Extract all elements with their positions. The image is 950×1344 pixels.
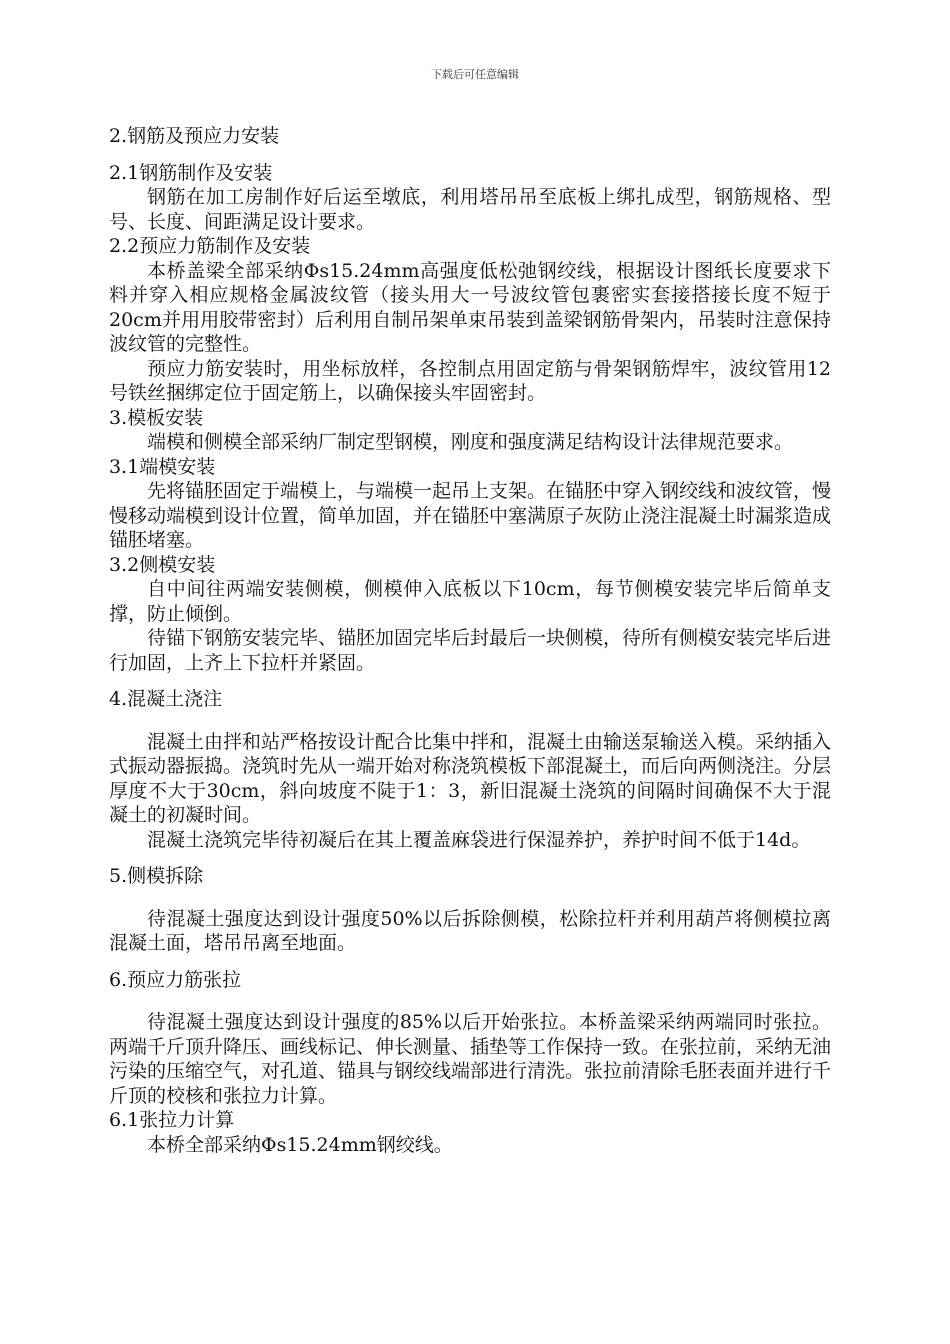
paragraph: 混凝土浇筑完毕待初凝后在其上覆盖麻袋进行保湿养护，养护时间不低于14d。: [147, 828, 811, 851]
paragraph: 待锚下钢筋安装完毕、锚胚加固完毕后封最后一块侧模，待所有侧模安装完毕后进行加固，上齐上下拉杆并紧固。: [109, 627, 832, 674]
page-header-note: 下载后可任意编辑: [431, 68, 519, 81]
section-heading: 2.钢筋及预应力安装: [109, 125, 280, 147]
paragraph: 钢筋在加工房制作好后运至墩底，利用塔吊吊至底板上绑扎成型，钢筋规格、型号、长度、间距满足设计要求。: [109, 186, 831, 233]
section-heading: 2.1钢筋制作及安装: [109, 161, 273, 184]
section-heading: 3.模板安装: [109, 406, 204, 429]
section-heading: 3.2侧模安装: [109, 553, 216, 576]
section-heading: 5.侧模拆除: [109, 865, 204, 887]
paragraph: 先将锚胚固定于端模上，与端模一起吊上支架。在锚胚中穿入钢绞线和波纹管，慢慢移动端模到设计位置，简单加固，并在锚胚中塞满原子灰防止浇注混凝土时漏浆造成锚胚堵塞。: [109, 480, 832, 551]
paragraph: 待混凝土强度达到设计强度的85%以后开始张拉。本桥盖梁采纳两端同时张拉。两端千斤顶升降压、画线标记、伸长测量、插垫等工作保持一致。在张拉前，采纳无油污染的压缩空气，对孔道、锚具与钢绞线端部进行清洗。张拉前清除毛胚表面并进行千斤顶的校核和张拉力计算。: [109, 1011, 832, 1107]
document-body: [109, 124, 831, 1157]
section-heading: 6.预应力筋张拉: [109, 968, 242, 991]
paragraph: 待混凝土强度达到设计强度50%以后拆除侧模，松除拉杆并利用葫芦将侧模拉离混凝土面，塔吊吊离至地面。: [109, 907, 831, 954]
section-heading: 3.1端模安装: [109, 455, 216, 478]
section-heading: 6.1张拉力计算: [109, 1109, 235, 1131]
paragraph: 自中间往两端安装侧模，侧模伸入底板以下10cm，每节侧模安装完毕后简单支撑，防止倾倒。: [109, 578, 831, 625]
paragraph: 预应力筋安装时，用坐标放样，各控制点用固定筋与骨架钢筋焊牢，波纹管用12号铁丝捆绑定位于固定筋上，以确保接头牢固密封。: [109, 357, 831, 404]
section-heading: 2.2预应力筋制作及安装: [109, 235, 311, 257]
paragraph: 本桥全部采纳Φs15.24mm钢绞线。: [147, 1133, 453, 1156]
paragraph: 本桥盖梁全部采纳Φs15.24mm高强度低松弛钢绞线，根据设计图纸长度要求下料并穿入相应规格金属波纹管（接头用大一号波纹管包裹密实套接搭接长度不短于20cm并用用胶带密封）后利用自制吊架单束吊装到盖梁钢筋骨架内，吊装时注意保持波纹管的完整性。: [109, 259, 831, 355]
paragraph: 端模和侧模全部采纳厂制定型钢模，刚度和强度满足结构设计法律规范要求。: [147, 431, 794, 453]
section-heading: 4.混凝土浇注: [109, 688, 223, 710]
paragraph: 混凝土由拌和站严格按设计配合比集中拌和，混凝土由输送泵输送入模。采纳插入式振动器振捣。浇筑时先从一端开始对称浇筑模板下部混凝土，而后向两侧浇注。分层厚度不大于30cm，斜向坡度不陡于1：3，新旧混凝土浇筑的间隔时间确保不大于混凝土的初凝时间。: [109, 730, 832, 826]
